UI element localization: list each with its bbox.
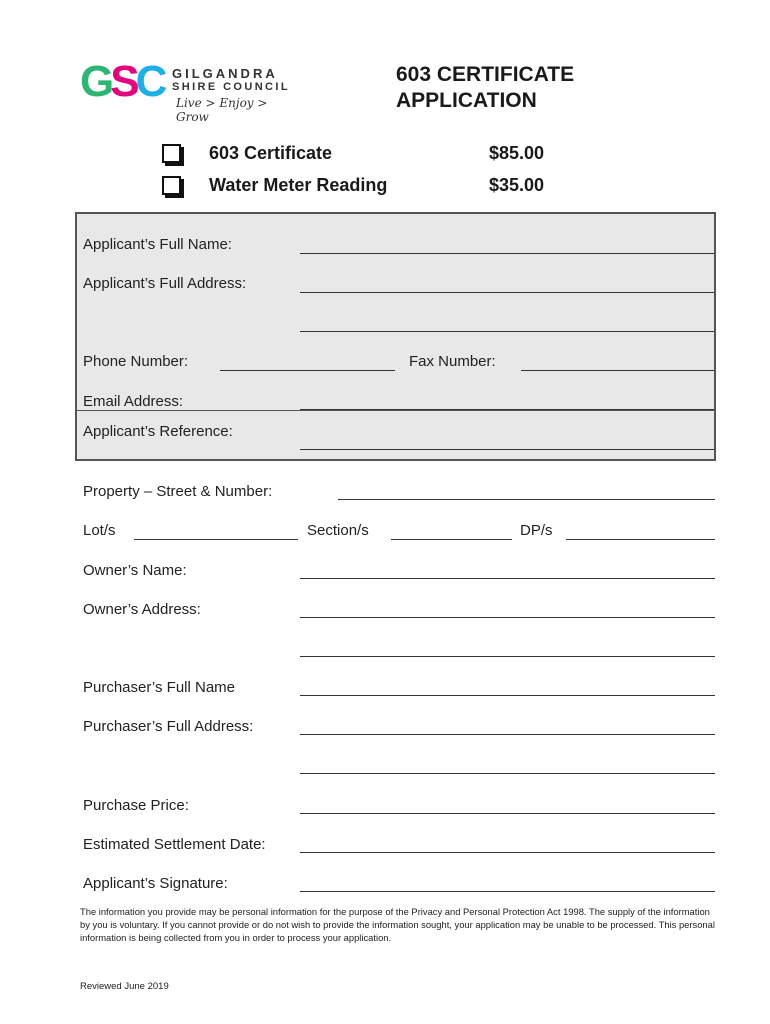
property-street-field[interactable] (338, 499, 715, 500)
option-label: Water Meter Reading (209, 175, 388, 195)
settlement-date-field[interactable] (300, 852, 715, 853)
owner-name-label: Owner’s Name: (83, 562, 187, 579)
reviewed-date: Reviewed June 2019 (80, 981, 169, 992)
logo-tagline: Live > Enjoy > Grow (176, 96, 268, 124)
applicant-full-address-label: Applicant’s Full Address: (83, 275, 247, 292)
option-603-certificate[interactable] (162, 142, 582, 168)
applicant-address-field-1[interactable] (300, 292, 714, 293)
title-line1: 603 CERTIFICATE (396, 63, 575, 86)
privacy-notice: The information you provide may be personal information for the purpose of the Privacy and Personal Protection Act 1998. The supply of the information by you is voluntary. If you cannot provide or do not wish to provide the information sought, your application may be unable to be processed. This personal information is being collected from you in order to process your application. (80, 906, 715, 943)
email-address-field[interactable] (300, 409, 714, 410)
lots-label: Lot/s (83, 522, 116, 539)
council-logo (80, 57, 300, 124)
signature-label: Applicant’s Signature: (83, 875, 228, 892)
owner-address-field-1[interactable] (300, 617, 715, 618)
purchaser-address-field-2[interactable] (300, 773, 715, 774)
checkbox-603-certificate[interactable] (162, 144, 181, 163)
logo-name-line1: GILGANDRA (172, 66, 278, 81)
checkbox-water-meter-reading[interactable] (162, 176, 181, 195)
owner-address-field-2[interactable] (300, 656, 715, 657)
option-price: $85.00 (489, 143, 545, 163)
signature-field[interactable] (300, 891, 715, 892)
purchaser-address-label: Purchaser’s Full Address: (83, 718, 254, 735)
lots-field[interactable] (134, 539, 298, 540)
purchaser-name-field[interactable] (300, 695, 715, 696)
title-line2: APPLICATION (396, 89, 537, 112)
purchase-price-label: Purchase Price: (83, 797, 189, 814)
sections-field[interactable] (391, 539, 512, 540)
purchase-price-field[interactable] (300, 813, 715, 814)
owner-name-field[interactable] (300, 578, 715, 579)
logo-mark: GSC (80, 57, 164, 106)
dps-field[interactable] (566, 539, 715, 540)
phone-number-label: Phone Number: (83, 353, 189, 370)
purchaser-address-field-1[interactable] (300, 734, 715, 735)
fax-number-label: Fax Number: (409, 353, 496, 370)
option-water-meter-reading[interactable] (162, 174, 582, 200)
option-price: $35.00 (489, 175, 545, 195)
purchaser-name-label: Purchaser’s Full Name (83, 679, 235, 696)
applicant-reference-label: Applicant’s Reference: (83, 423, 233, 440)
sections-label: Section/s (307, 522, 369, 539)
email-address-label: Email Address: (83, 393, 184, 410)
owner-address-label: Owner’s Address: (83, 601, 201, 618)
logo-name-line2: SHIRE COUNCIL (172, 81, 290, 93)
option-label: 603 Certificate (209, 143, 333, 163)
phone-number-field[interactable] (220, 370, 395, 371)
dps-label: DP/s (520, 522, 553, 539)
property-street-label: Property – Street & Number: (83, 483, 273, 500)
applicant-full-name-label: Applicant’s Full Name: (83, 236, 232, 253)
applicant-reference-field[interactable] (300, 449, 714, 450)
section-divider (77, 410, 714, 411)
applicant-address-field-2[interactable] (300, 331, 714, 332)
settlement-date-label: Estimated Settlement Date: (83, 836, 266, 853)
page-title (396, 62, 656, 114)
applicant-full-name-field[interactable] (300, 253, 714, 254)
fax-number-field[interactable] (521, 370, 714, 371)
